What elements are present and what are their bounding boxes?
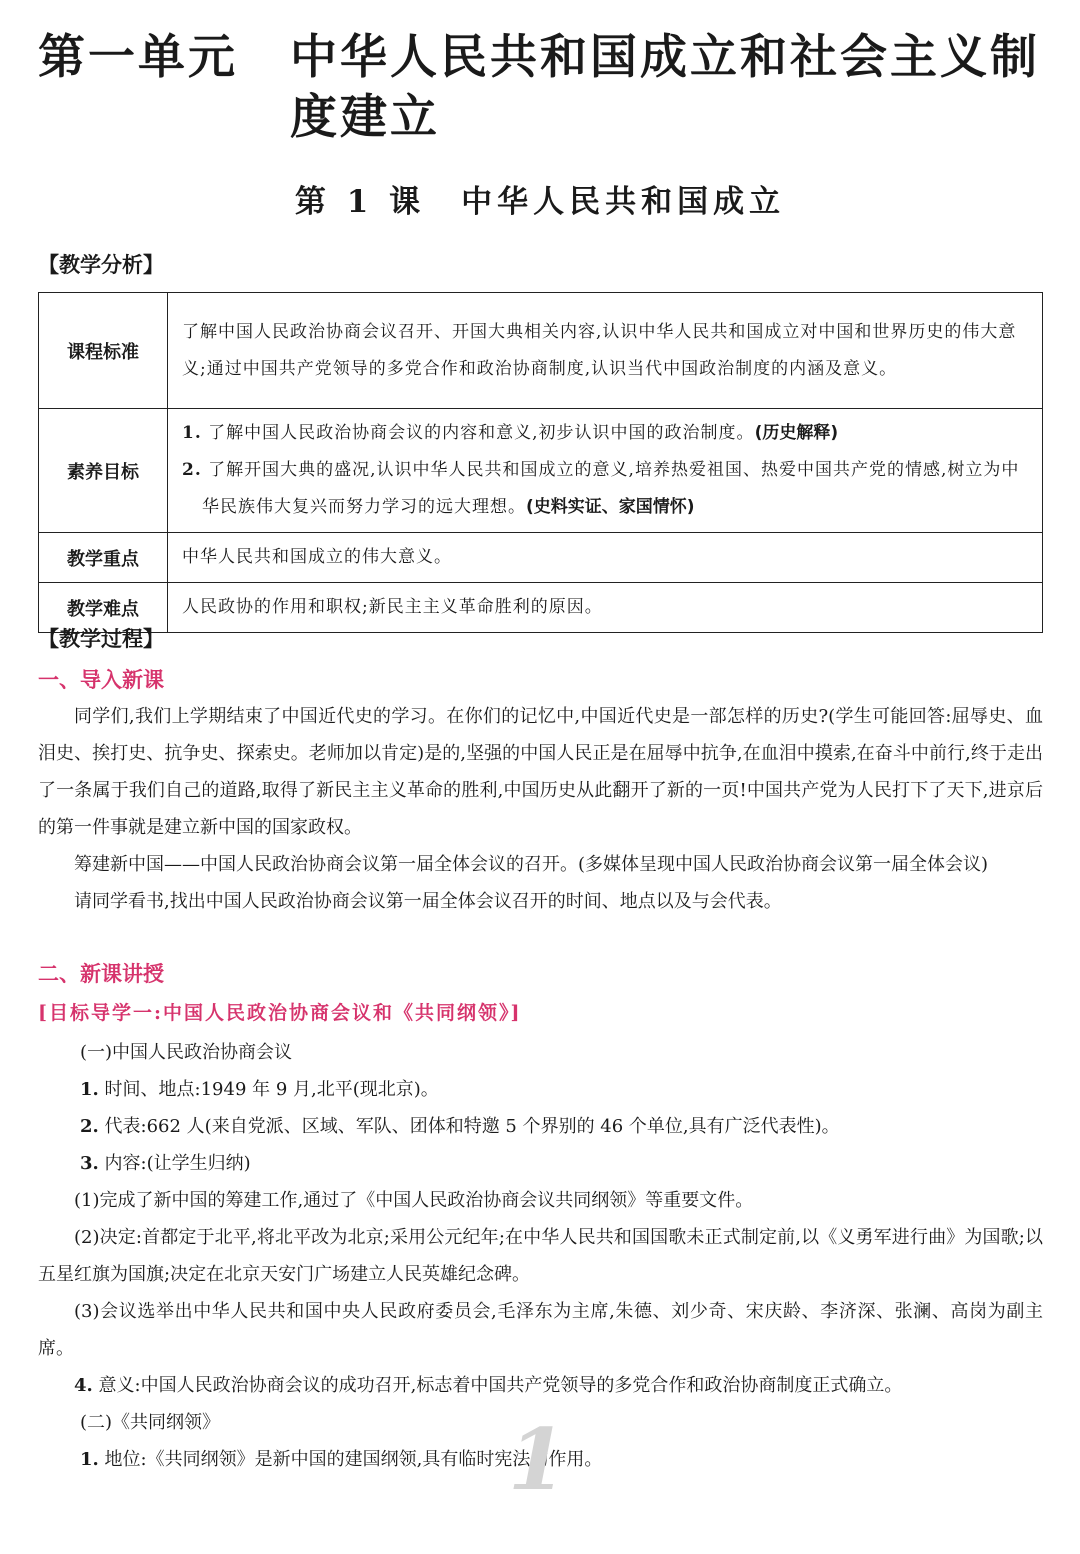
table-row — [39, 293, 1043, 409]
unit-name: 中华人民共和国成立和社会主义制度建立 — [290, 30, 1040, 145]
goal-item — [182, 415, 1030, 452]
row-label: 教学重点 — [39, 533, 168, 583]
paragraph: (2)决定:首都定于北平,将北平改为北京;采用公元纪年;在中华人民共和国国歌未正式制定前,以《义勇军进行曲》为国歌;以五星红旗为国旗;决定在北京天安门广场建立人民英雄纪念碑。 — [38, 1227, 1043, 1285]
item-number: 2. — [80, 1116, 99, 1137]
list-item — [38, 1108, 1043, 1145]
analysis-table — [38, 292, 1043, 633]
item-text: 意义:中国人民政治协商会议的成功召开,标志着中国共产党领导的多党合作和政治协商制度正式确立。 — [98, 1375, 903, 1396]
section-title: 一、导入新课 — [38, 668, 164, 692]
paragraph: 请同学看书,找出中国人民政治协商会议第一届全体会议召开的时间、地点以及与会代表。 — [74, 891, 782, 912]
goal-text: 了解中国人民政治协商会议的内容和意义,初步认识中国的政治制度。 — [208, 423, 755, 443]
item-text: 代表:662 人(来自党派、区域、军队、团体和特邀 5 个界别的 46 个单位,具有广泛代表性)。 — [104, 1116, 840, 1137]
paragraph: (1)完成了新中国的筹建工作,通过了《中国人民政治协商会议共同纲领》等重要文件。 — [74, 1190, 754, 1211]
item-number: 3. — [80, 1153, 99, 1174]
row-label: 课程标准 — [39, 293, 168, 409]
row-label: 教学难点 — [39, 583, 168, 633]
lesson-title — [0, 176, 1080, 221]
item-number: 1. — [80, 1079, 99, 1100]
item-text: 时间、地点:1949 年 9 月,北平(现北京)。 — [104, 1079, 439, 1100]
goal-number: 2. — [182, 460, 202, 480]
row-content: 人民政协的作用和职权;新民主主义革命胜利的原因。 — [168, 583, 1043, 633]
table-row — [39, 583, 1043, 633]
unit-number: 第一单元 — [38, 30, 238, 85]
process-heading: 【教学过程】 — [38, 627, 164, 651]
section-title: 二、新课讲授 — [38, 962, 164, 986]
goal-tag: (历史解释) — [754, 423, 839, 443]
lesson-number: 第 1 课 — [294, 184, 426, 220]
analysis-heading: 【教学分析】 — [38, 253, 164, 277]
paragraph: (3)会议选举出中华人民共和国中央人民政府委员会,毛泽东为主席,朱德、刘少奇、宋庆龄、李济深、张澜、高岗为副主席。 — [38, 1301, 1043, 1359]
row-content — [168, 409, 1043, 533]
goal-text: 了解开国大典的盛况,认识中华人民共和国成立的意义,培养热爱祖国、热爱中国共产党的情感,树立为中华民族伟大复兴而努力学习的远大理想。 — [202, 460, 1020, 517]
item-number: 4. — [74, 1375, 93, 1396]
paragraph: 同学们,我们上学期结束了中国近代史的学习。在你们的记忆中,中国近代史是一部怎样的历史?(学生可能回答:屈辱史、血泪史、挨打史、抗争史、探索史。老师加以肯定)是的,坚强的中国人民正是在屈辱中抗争,在血泪中摸索,在奋斗中前行,终于走出了一条属于我们自己的道路,取得了新民主主义革命的胜利,中国历史从此翻开了新的一页!中国共产党为人民打下了天下,进京后的第一件事就是建立新中国的国家政权。 — [38, 706, 1043, 838]
item-number: 1. — [80, 1449, 99, 1470]
subsection-title: (二)《共同纲领》 — [80, 1412, 221, 1433]
goal-tag: (史料实证、家国情怀) — [526, 497, 695, 517]
item-text: 内容:(让学生归纳) — [104, 1153, 251, 1174]
item-text: 地位:《共同纲领》是新中国的建国纲领,具有临时宪法的作用。 — [104, 1449, 603, 1470]
list-item — [38, 1145, 1043, 1182]
subsection-title: (一)中国人民政治协商会议 — [80, 1042, 293, 1063]
goal-item — [182, 452, 1030, 526]
intro-section — [38, 698, 1043, 920]
learning-goal-banner: [目标导学一:中国人民政治协商会议和《共同纲领》] — [38, 1002, 522, 1024]
list-item — [38, 1071, 1043, 1108]
table-row — [39, 533, 1043, 583]
list-item — [38, 1367, 1043, 1404]
row-content: 了解中国人民政治协商会议召开、开国大典相关内容,认识中华人民共和国成立对中国和世界历史的伟大意义;通过中国共产党领导的多党合作和政治协商制度,认识当代中国政治制度的内涵及意义。 — [168, 293, 1043, 409]
page-number: 1 — [508, 1410, 567, 1509]
row-content: 中华人民共和国成立的伟大意义。 — [168, 533, 1043, 583]
goal-number: 1. — [182, 423, 202, 443]
row-label: 素养目标 — [39, 409, 168, 533]
paragraph: 筹建新中国——中国人民政治协商会议第一届全体会议的召开。(多媒体呈现中国人民政治协商会议第一届全体会议) — [74, 854, 989, 875]
table-row — [39, 409, 1043, 533]
lesson-name: 中华人民共和国成立 — [461, 184, 786, 220]
